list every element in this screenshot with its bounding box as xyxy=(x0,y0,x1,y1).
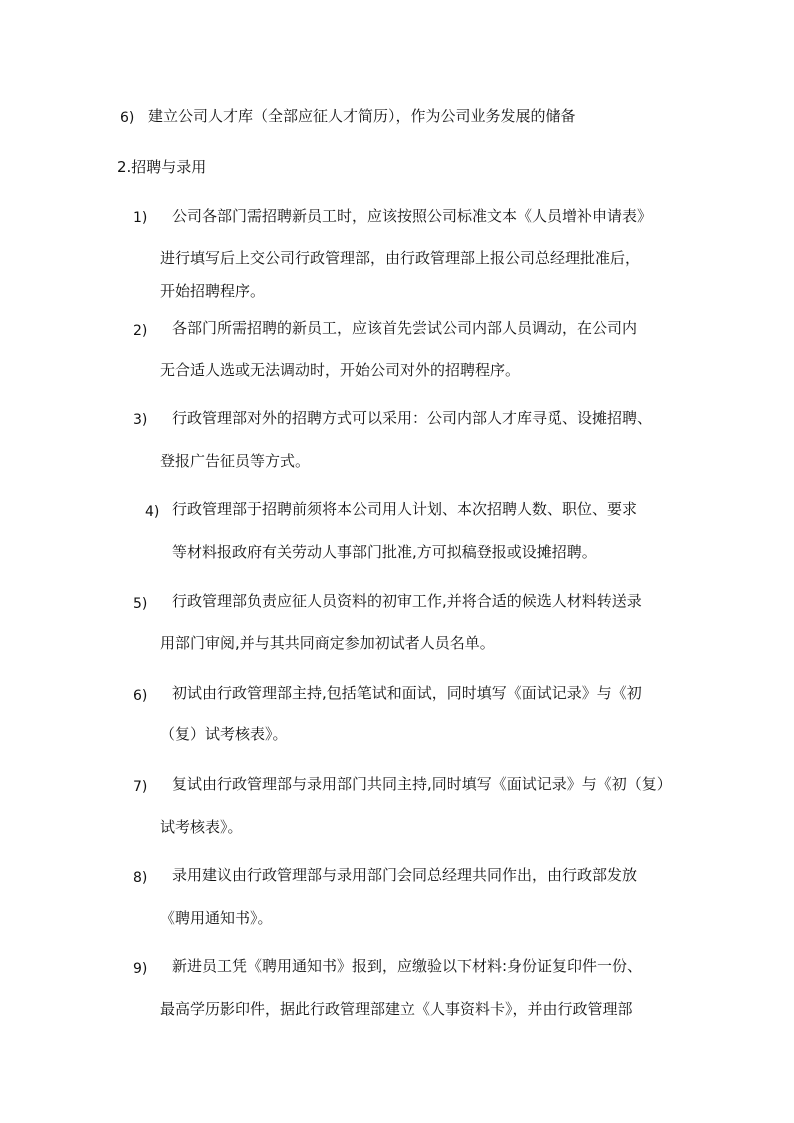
item-8-line-1: 录用建议由行政管理部与录用部门会同总经理共同作出，由行政部发放 xyxy=(172,866,638,884)
item-4-line-2: 等材料报政府有关劳动人事部门批准,方可拟稿登报或设摊招聘。 xyxy=(172,543,597,561)
intro-item-text: 建立公司人才库（全部应征人才简历），作为公司业务发展的储备 xyxy=(148,107,576,125)
item-6-line-2: （复）试考核表》。 xyxy=(160,725,288,743)
item-2-number: 2) xyxy=(133,323,148,339)
item-8-number: 8) xyxy=(133,870,148,886)
item-1-line-1: 公司各部门需招聘新员工时，应该按照公司标准文本《人员增补申请表》 xyxy=(172,207,653,225)
item-3-line-1: 行政管理部对外的招聘方式可以采用：公司内部人才库寻觅、设摊招聘、 xyxy=(172,409,653,427)
item-5-line-1: 行政管理部负责应征人员资料的初审工作,并将合适的候选人材料转送录 xyxy=(172,592,642,610)
section-heading: 2.招聘与录用 xyxy=(117,158,207,176)
item-2-line-2: 无合适人选或无法调动时，开始公司对外的招聘程序。 xyxy=(160,361,521,379)
intro-item-number: 6) xyxy=(120,110,135,126)
item-3-line-2: 登报广告征员等方式。 xyxy=(160,452,311,470)
item-9-number: 9) xyxy=(133,961,148,977)
item-7-number: 7) xyxy=(133,779,148,795)
item-9-line-1: 新进员工凭《聘用通知书》报到，应缴验以下材料:身份证复印件一份、 xyxy=(172,957,643,975)
item-7-line-2: 试考核表》。 xyxy=(160,818,243,836)
item-2-line-1: 各部门所需招聘的新员工，应该首先尝试公司内部人员调动，在公司内 xyxy=(172,319,638,337)
item-5-number: 5) xyxy=(133,596,148,612)
item-4-number: 4) xyxy=(145,504,160,520)
item-6-line-1: 初试由行政管理部主持,包括笔试和面试，同时填写《面试记录》与《初 xyxy=(172,684,642,702)
item-8-line-2: 《聘用通知书》。 xyxy=(160,909,273,927)
item-9-line-2: 最高学历影印件，据此行政管理部建立《人事资料卡》，并由行政管理部 xyxy=(160,1000,633,1018)
item-6-number: 6) xyxy=(133,688,148,704)
item-3-number: 3) xyxy=(133,412,148,428)
item-1-line-3: 开始招聘程序。 xyxy=(160,282,266,300)
item-7-line-1: 复试由行政管理部与录用部门共同主持,同时填写《面试记录》与《初（复） xyxy=(172,775,672,793)
item-1-number: 1) xyxy=(133,210,148,226)
item-5-line-2: 用部门审阅,并与其共同商定参加初试者人员名单。 xyxy=(160,634,495,652)
item-1-line-2: 进行填写后上交公司行政管理部，由行政管理部上报公司总经理批准后， xyxy=(160,249,641,267)
item-4-line-1: 行政管理部于招聘前须将本公司用人计划、本次招聘人数、职位、要求 xyxy=(172,500,638,518)
